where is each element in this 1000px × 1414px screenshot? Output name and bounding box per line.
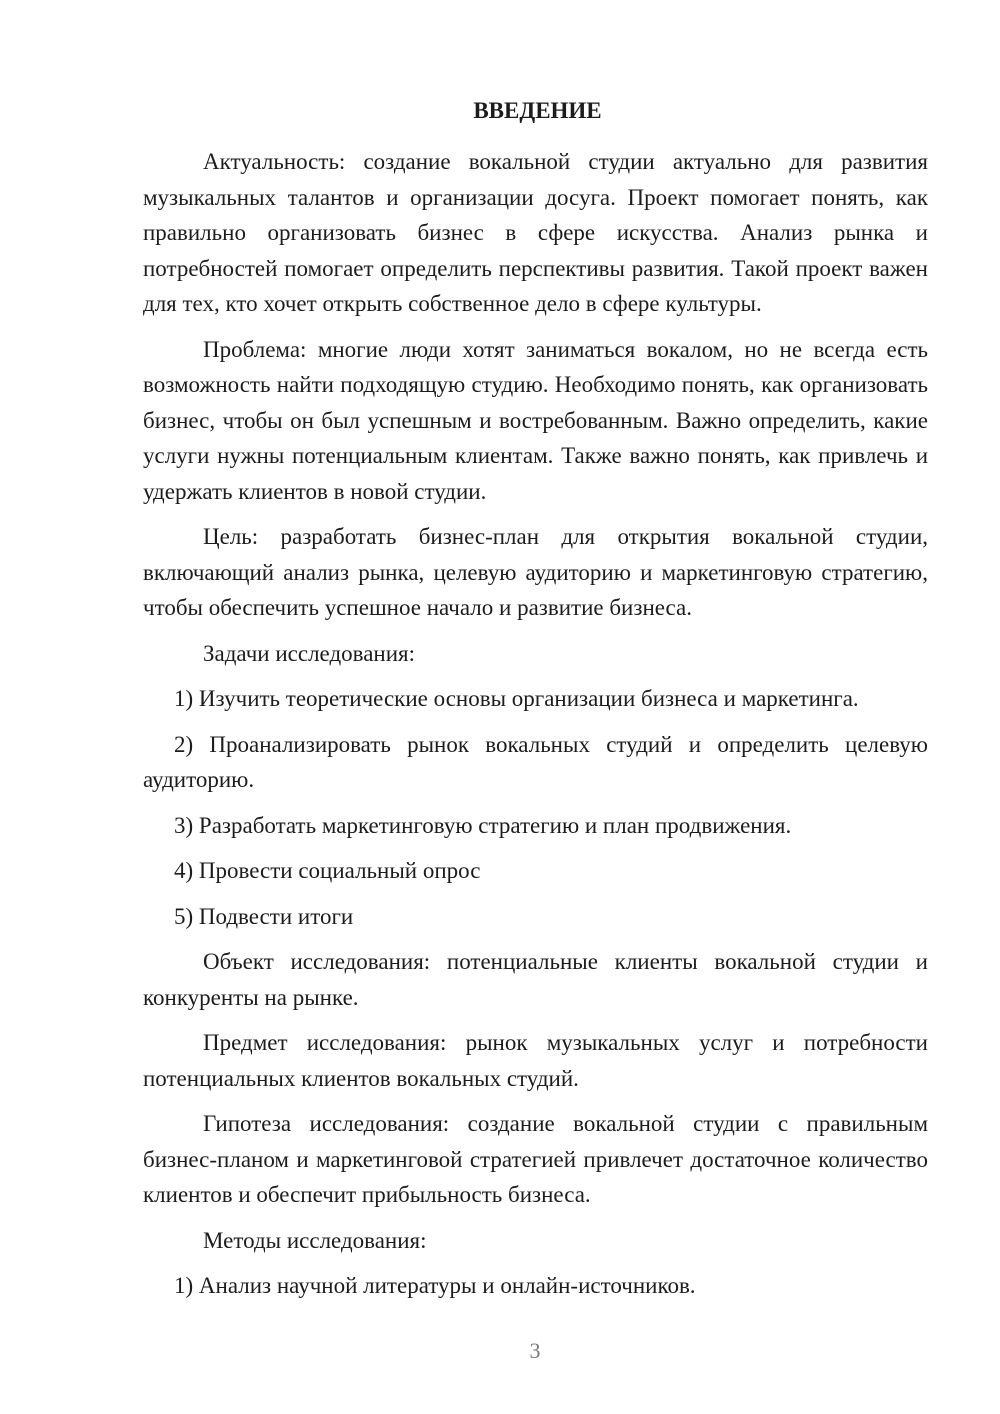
task-item-3: 3) Разработать маркетинговую стратегию и план продвижения.	[174, 812, 792, 838]
document-body	[143, 144, 928, 1314]
task-item-1: 1) Изучить теоретические основы организации бизнеса и маркетинга.	[174, 686, 859, 711]
goal-paragraph: Цель: разработать бизнес-план для открытия вокальной студии, включающий анализ рынка, целевую аудиторию и маркетинговую стратегию, чтобы обеспечить успешное начало и развитие бизнеса.	[143, 524, 928, 620]
page-title: ВВЕДЕНИЕ	[473, 98, 602, 123]
task-item-2: 2) Проанализировать рынок вокальных студий и определить целевую аудиторию.	[143, 731, 928, 792]
task-item-5: 5) Подвести итоги	[174, 903, 354, 929]
hypothesis-paragraph: Гипотеза исследования: создание вокальной студии с правильным бизнес-планом и маркетинговой стратегией привлечет достаточное количество клиентов и обеспечит прибыльность бизнеса.	[143, 1111, 928, 1207]
problem-paragraph: Проблема: многие люди хотят заниматься вокалом, но не всегда есть возможность найти подходящую студию. Необходимо понять, как организовать бизнес, чтобы он был успешным и востребованным. Важно определить, какие услуги нужны потенциальным клиентам. Также важно понять, как привлечь и удержать клиентов в новой студии.	[143, 336, 928, 504]
methods-heading: Методы исследования:	[203, 1227, 427, 1253]
page-number: 3	[529, 1338, 541, 1363]
subject-paragraph: Предмет исследования: рынок музыкальных услуг и потребности потенциальных клиентов вокальных студий.	[143, 1030, 928, 1091]
relevance-paragraph: Актуальность: создание вокальной студии актуально для развития музыкальных талантов и организации досуга. Проект помогает понять, как правильно организовать бизнес в сфере искусства. Анализ рынка и потребностей помогает определить перспективы развития. Такой проект важен для тех, кто хочет открыть собственное дело в сфере культуры.	[143, 149, 928, 316]
object-paragraph: Объект исследования: потенциальные клиенты вокальной студии и конкуренты на рынке.	[143, 949, 928, 1010]
tasks-heading: Задачи исследования:	[203, 640, 416, 666]
task-item-4: 4) Провести социальный опрос	[174, 858, 481, 883]
method-item-1: 1) Анализ научной литературы и онлайн-источников.	[174, 1273, 696, 1298]
